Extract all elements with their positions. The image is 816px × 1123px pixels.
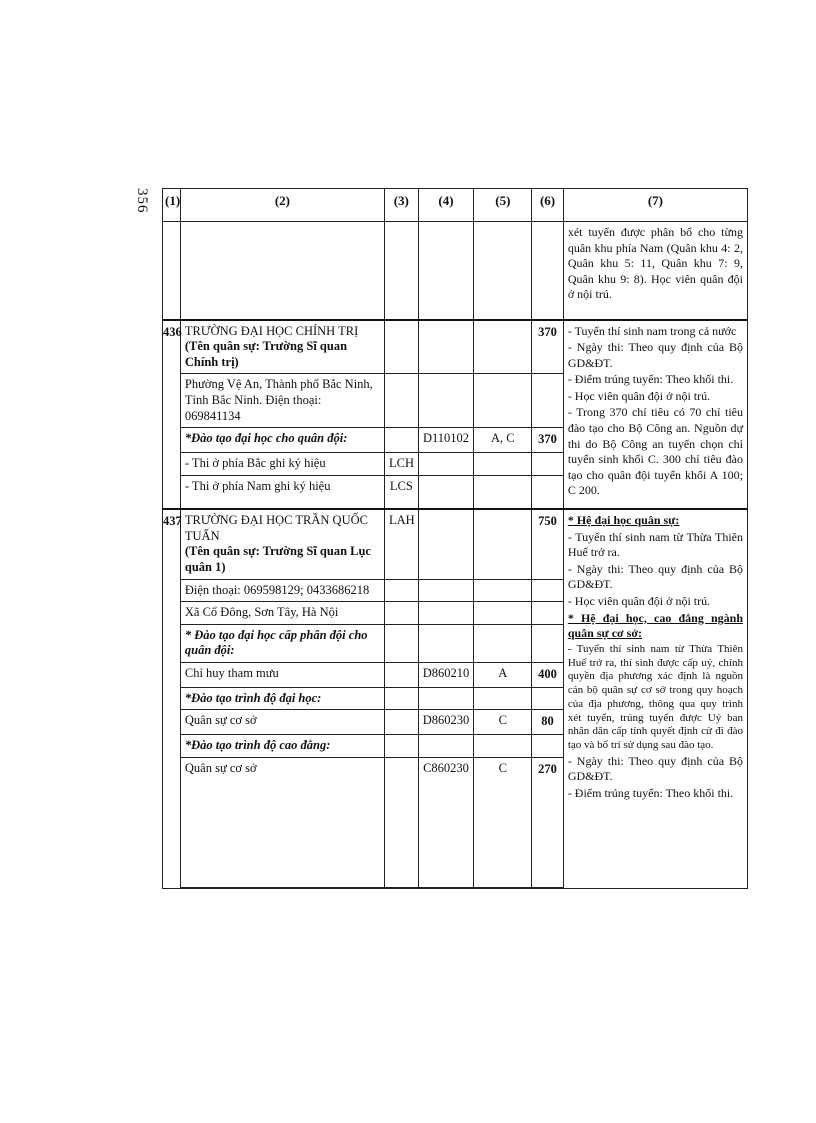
school-437-note: - Ngày thi: Theo quy định của Bộ GD&ĐT.	[567, 561, 743, 592]
header-col-4: (4)	[418, 189, 474, 222]
school-436-note: - Điểm trúng tuyển: Theo khối thi.	[567, 372, 734, 387]
school-436-program-quota: 370	[532, 428, 564, 453]
school-436-south-code: LCS	[384, 475, 418, 509]
school-437-notes-head2: * Hệ đại học, cao đẳng ngành quân sự cơ sở:	[567, 610, 743, 641]
header-col-1: (1)	[163, 189, 181, 222]
school-436-program-heading: *Đào tạo đại học cho quân đội:	[180, 428, 384, 453]
school-436-note: - Tuyển thí sinh nam trong cả nước	[567, 323, 737, 338]
school-437-note: - Ngày thi: Theo quy định của Bộ GD&ĐT.	[567, 753, 743, 784]
school-436-notes	[563, 320, 747, 510]
page-number: 356	[134, 188, 150, 214]
school-437-row3-quota: 270	[532, 757, 564, 887]
school-437-row1-name: Chỉ huy tham mưu	[180, 663, 384, 688]
header-col-6: (6)	[532, 189, 564, 222]
school-437-row2-quota: 80	[532, 710, 564, 735]
school-437-note: - Học viên quân đội ở nội trú.	[567, 593, 711, 608]
school-437-id: 437	[163, 509, 181, 888]
school-436-name: TRƯỜNG ĐẠI HỌC CHÍNH TRỊ	[184, 323, 359, 338]
school-437-row1-quota: 400	[532, 663, 564, 688]
school-437-row2-code: D860230	[418, 710, 474, 735]
school-436-north-label: - Thi ở phía Bắc ghi ký hiệu	[180, 452, 384, 475]
school-437-row3-name: Quân sự cơ sở	[180, 757, 384, 887]
continuation-row	[163, 222, 748, 320]
school-437-title-row	[163, 509, 748, 579]
school-437-row3-code: C860230	[418, 757, 474, 887]
school-437-address: Xã Cổ Đông, Sơn Tây, Hà Nội	[180, 602, 384, 625]
school-437-note: - Tuyển thí sinh nam từ Thừa Thiên Huế trở ra.	[567, 529, 743, 560]
header-col-2: (2)	[180, 189, 384, 222]
school-437-notes-head1: * Hệ đại học quân sự:	[567, 513, 680, 527]
school-437-heading-university: *Đào tạo trình độ đại học:	[180, 687, 384, 710]
school-436-note: - Học viên quân đội ở nội trú.	[567, 388, 711, 403]
header-col-5: (5)	[474, 189, 532, 222]
school-436-military-name: (Tên quân sự: Trường Sĩ quan Chính trị)	[184, 339, 348, 369]
school-436-title-row	[163, 320, 748, 374]
header-col-3: (3)	[384, 189, 418, 222]
school-437-notes	[563, 509, 747, 888]
header-col-7: (7)	[563, 189, 747, 222]
school-437-code: LAH	[384, 509, 418, 579]
school-437-phone: Điện thoại: 069598129; 0433686218	[180, 579, 384, 602]
school-437-note: - Điểm trúng tuyển: Theo khối thi.	[567, 785, 734, 800]
school-437-row2-block: C	[474, 710, 532, 735]
school-437-heading-split: * Đào tạo đại học cấp phân đội cho quân đội:	[180, 624, 384, 662]
header-row	[163, 189, 748, 222]
school-437-name: TRƯỜNG ĐẠI HỌC TRẦN QUỐC TUẤN	[184, 513, 368, 543]
school-437-title	[180, 509, 384, 579]
school-436-program-code: D110102	[418, 428, 474, 453]
school-437-military-name: (Tên quân sự: Trường Sĩ quan Lục quân 1)	[184, 544, 371, 574]
school-436-south-label: - Thi ở phía Nam ghi ký hiệu	[180, 475, 384, 509]
continuation-note: xét tuyển được phân bổ cho từng quân khu phía Nam (Quân khu 4: 2, Quân khu 5: 11, Quân khu 7: 9, Quân khu 9: 8). Học viên quân đội ở nội trú.	[563, 222, 747, 320]
school-437-row1-code: D860210	[418, 663, 474, 688]
school-437-row1-block: A	[474, 663, 532, 688]
school-436-title	[180, 320, 384, 374]
school-436-id: 436	[163, 320, 181, 510]
school-437-note: - Tuyển thí sinh nam từ Thừa Thiên Huế trở ra, thí sinh được cấp uỷ, chính quyền địa phương xác định là nguồn cán bộ quân sự cơ sở trong quy hoạch của địa phương, thông qua quy trình xét tuyển, trúng tuyển được Uỷ ban nhân dân cấp tỉnh quyết định cử đi đào tạo và bố trí sử dụng sau đào tạo.	[567, 642, 743, 751]
school-436-note: - Ngày thi: Theo quy định của Bộ GD&ĐT.	[567, 340, 743, 370]
school-437-row3-block: C	[474, 757, 532, 887]
admissions-table	[162, 188, 748, 889]
school-436-program-blocks: A, C	[474, 428, 532, 453]
school-436-address: Phường Vệ An, Thành phố Bắc Ninh, Tỉnh Bắc Ninh. Điện thoại: 069841134	[180, 374, 384, 428]
school-437-row2-name: Quân sự cơ sở	[180, 710, 384, 735]
school-437-quota: 750	[532, 509, 564, 579]
school-437-heading-college: *Đào tạo trình độ cao đẳng:	[180, 734, 384, 757]
school-436-quota: 370	[532, 320, 564, 374]
school-436-note: - Trong 370 chỉ tiêu có 70 chỉ tiêu đào tạo cho Bộ Công an. Nguồn dự thi do Bộ Công an tuyển chọn chỉ tuyển sinh khối C. 300 chỉ tiêu đào tạo cho quân đội tuyển khối A 100; C 200.	[567, 405, 743, 498]
school-436-north-code: LCH	[384, 452, 418, 475]
